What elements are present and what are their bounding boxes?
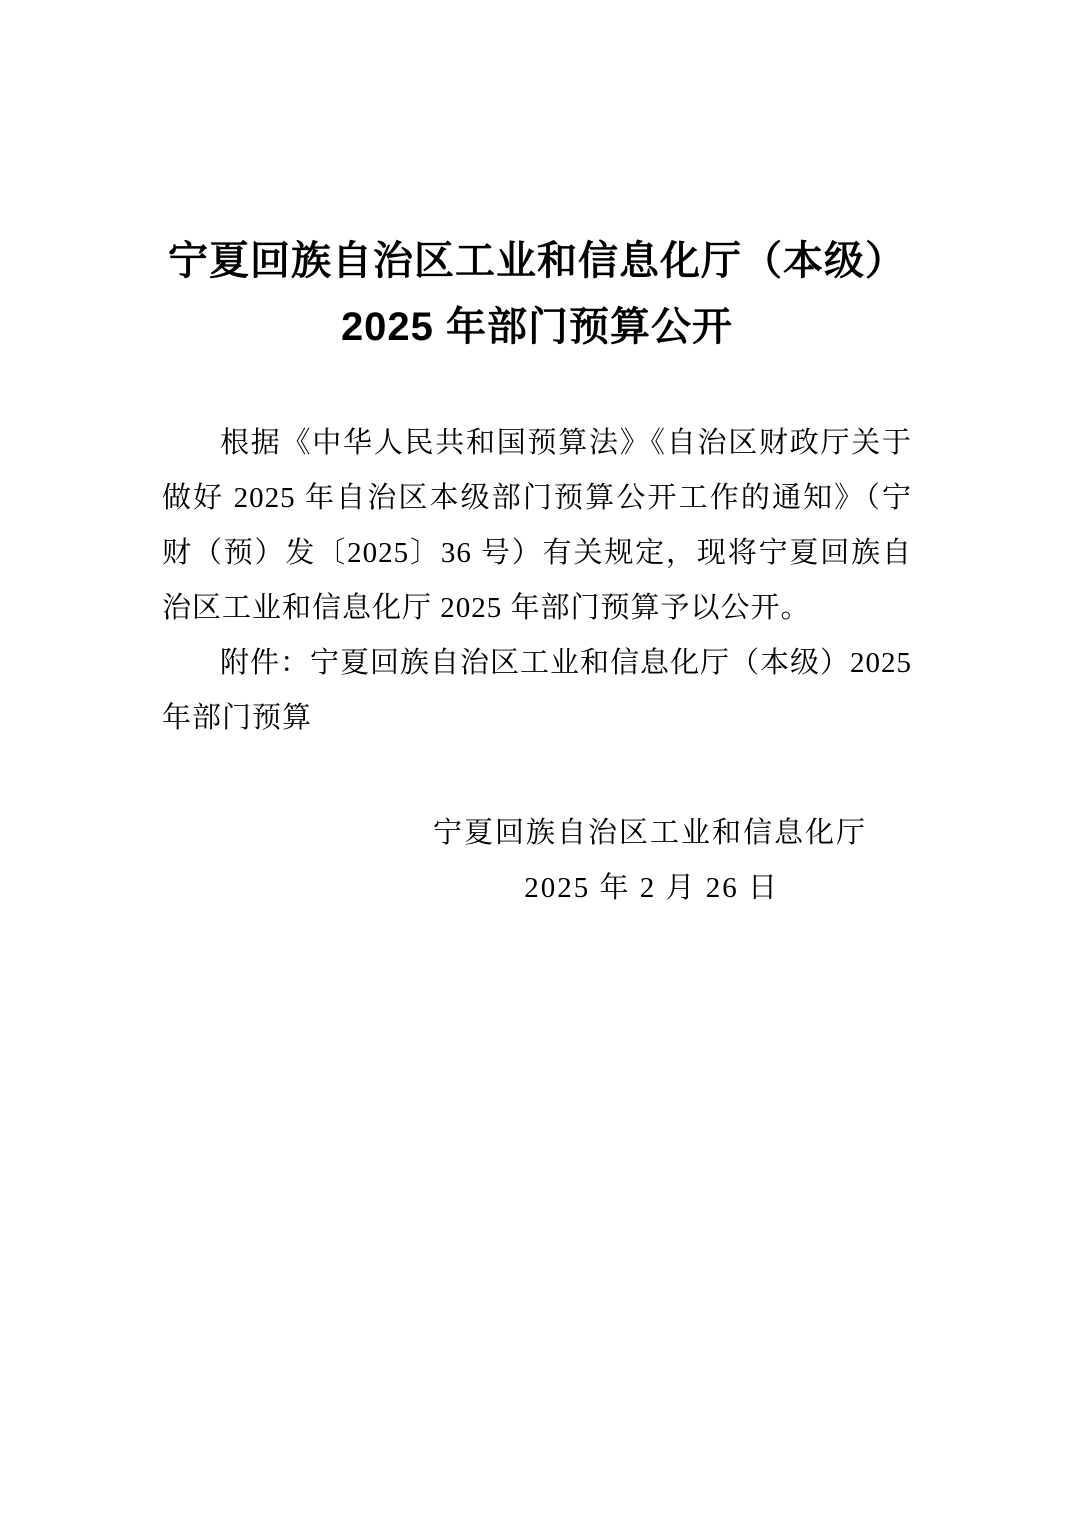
document-title-line-1: 宁夏回族自治区工业和信息化厅（本级） <box>168 239 906 283</box>
signature-name: 宁夏回族自治区工业和信息化厅 <box>432 817 867 849</box>
document-title-line-2: 2025 年部门预算公开 <box>340 305 734 349</box>
paragraph-main: 根据《中华人民共和国预算法》《自治区财政厅关于做好 2025 年自治区本级部门预算公开工作的通知》（宁财（预）发〔2025〕36 号）有关规定，现将宁夏回族自治区工业和信息化厅 2025 年部门预算予以公开。 <box>162 427 912 624</box>
signature-block <box>162 806 912 916</box>
paragraph-attachment: 附件：宁夏回族自治区工业和信息化厅（本级）2025 年部门预算 <box>162 647 913 734</box>
signature-date: 2025 年 2 月 26 日 <box>524 872 779 904</box>
document-body <box>162 416 912 746</box>
document-title <box>162 228 912 360</box>
